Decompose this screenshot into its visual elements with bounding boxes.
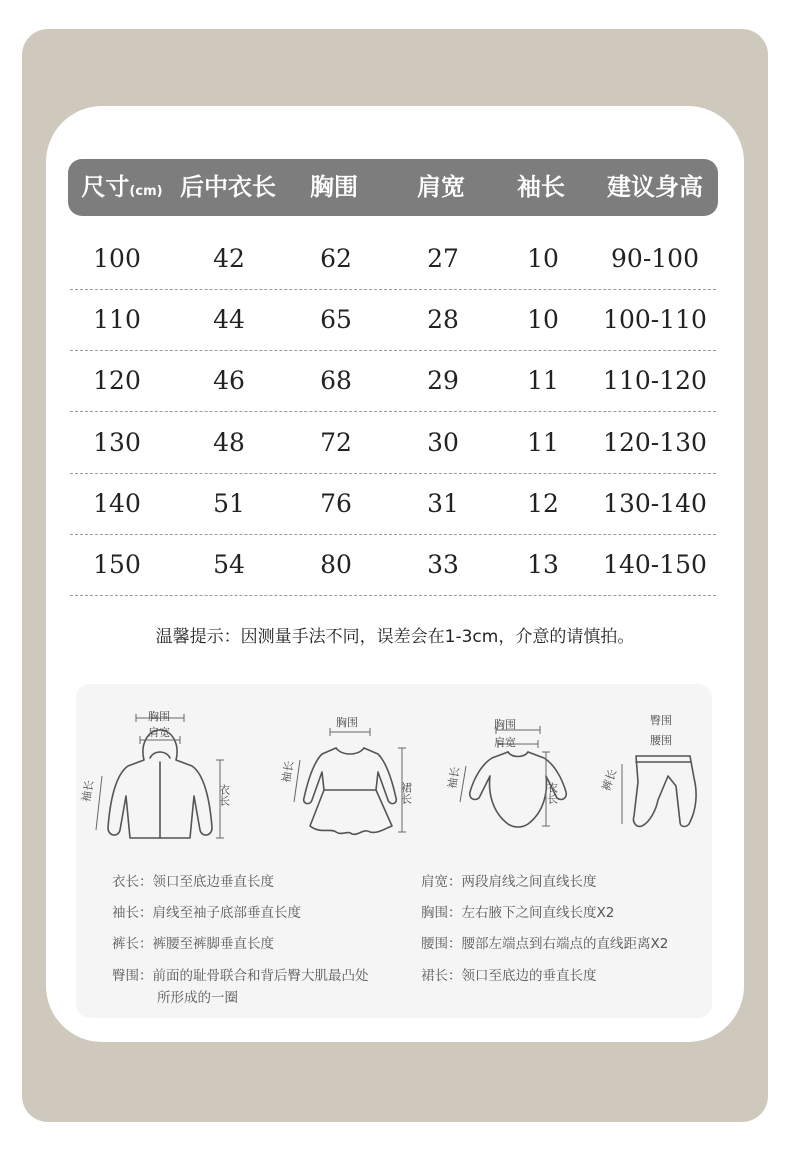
header-size: 尺寸(cm)	[81, 173, 163, 201]
definition-item: 衣长：领口至底边垂直长度	[112, 874, 274, 890]
definition-item: 袖长：肩线至袖子底部垂直长度	[112, 905, 301, 921]
dress-chest-label: 胸围	[336, 716, 358, 729]
cell-height: 110-120	[603, 366, 707, 395]
dress-diagram	[279, 710, 416, 850]
cell-back-length: 46	[213, 366, 245, 395]
header-height: 建议身高	[607, 173, 703, 201]
row-divider	[70, 411, 716, 412]
definition-item: 臀围：前面的耻骨联合和背后臀大肌最凸处	[112, 968, 369, 984]
cell-back-length: 51	[213, 489, 245, 518]
cell-back-length: 44	[213, 305, 245, 334]
cell-chest: 65	[320, 305, 352, 334]
table-row	[70, 535, 716, 595]
measurement-tip: 温馨提示：因测量手法不同，误差会在1-3cm，介意的请慎拍。	[155, 627, 635, 647]
cell-chest: 68	[320, 366, 352, 395]
table-row	[70, 229, 716, 289]
cell-sleeve: 11	[527, 366, 559, 395]
jacket-chest-label: 胸围	[148, 710, 170, 723]
cell-shoulder: 27	[427, 244, 459, 273]
romper-chest-label: 胸围	[494, 718, 516, 731]
dress-skirt-label: 裙长	[399, 782, 413, 804]
cell-size: 110	[93, 305, 141, 334]
jacket-shoulder-label: 肩宽	[148, 726, 170, 739]
table-header	[68, 159, 718, 216]
cell-size: 100	[93, 244, 141, 273]
cell-sleeve: 11	[527, 428, 559, 457]
cell-sleeve: 12	[527, 489, 559, 518]
cell-shoulder: 31	[427, 489, 459, 518]
pants-hip-label: 臀围	[650, 714, 672, 727]
cell-chest: 76	[320, 489, 352, 518]
romper-shoulder-label: 肩宽	[494, 736, 516, 749]
cell-height: 120-130	[603, 428, 707, 457]
cell-chest: 72	[320, 428, 352, 457]
pants-length-label: 裤长	[599, 767, 620, 793]
definition-item: 肩宽：两段肩线之间直线长度	[421, 874, 597, 890]
cell-chest: 80	[320, 550, 352, 579]
romper-sleeve-label: 袖长	[445, 765, 463, 790]
cell-back-length: 42	[213, 244, 245, 273]
header-back-length: 后中衣长	[180, 173, 276, 201]
cell-shoulder: 30	[427, 428, 459, 457]
cell-size: 150	[93, 550, 141, 579]
cell-size: 120	[93, 366, 141, 395]
definition-item: 腰围：腰部左端点到右端点的直线距离X2	[421, 936, 669, 952]
romper-length-label: 衣长	[545, 782, 559, 804]
cell-height: 90-100	[611, 244, 699, 273]
pants-waist-label: 腰围	[650, 734, 672, 747]
cell-sleeve: 10	[527, 244, 559, 273]
cell-size: 140	[93, 489, 141, 518]
header-chest: 胸围	[310, 173, 358, 201]
cell-sleeve: 13	[527, 550, 559, 579]
dress-sleeve-label: 袖长	[279, 759, 297, 784]
header-shoulder: 肩宽	[417, 173, 465, 201]
table-row	[70, 290, 716, 350]
definition-item-continued: 所形成的一圈	[157, 990, 238, 1006]
jacket-diagram	[79, 700, 238, 850]
table-row	[70, 413, 716, 473]
cell-size: 130	[93, 428, 141, 457]
romper-diagram	[445, 712, 582, 842]
cell-shoulder: 29	[427, 366, 459, 395]
cell-back-length: 48	[213, 428, 245, 457]
cell-sleeve: 10	[527, 305, 559, 334]
definition-item: 胸围：左右腋下之间直线长度X2	[421, 905, 615, 921]
pants-diagram	[599, 710, 708, 840]
definition-item: 裤长：裤腰至裤脚垂直长度	[112, 936, 274, 952]
cell-height: 130-140	[603, 489, 707, 518]
cell-height: 100-110	[603, 305, 707, 334]
header-sleeve: 袖长	[517, 173, 565, 201]
cell-shoulder: 28	[427, 305, 459, 334]
cell-shoulder: 33	[427, 550, 459, 579]
cell-chest: 62	[320, 244, 352, 273]
cell-height: 140-150	[603, 550, 707, 579]
table-row	[70, 474, 716, 534]
jacket-length-label: 衣长	[217, 784, 231, 806]
definition-item: 裙长：领口至底边的垂直长度	[421, 968, 597, 984]
table-row	[70, 351, 716, 411]
cell-back-length: 54	[213, 550, 245, 579]
row-divider	[70, 595, 716, 596]
jacket-sleeve-label: 袖长	[79, 779, 97, 804]
